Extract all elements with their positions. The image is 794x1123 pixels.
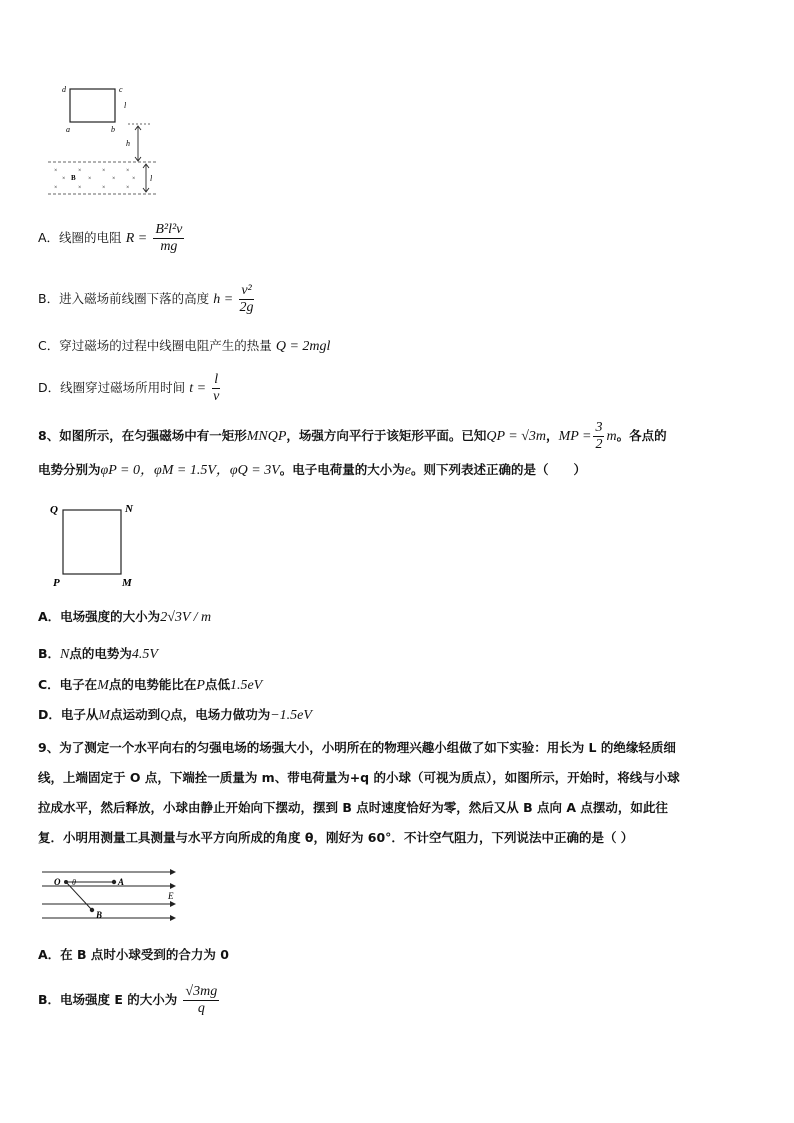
field-marks [54, 168, 135, 191]
svg-text:×: × [126, 168, 130, 174]
label-h: h [126, 139, 130, 148]
q9-option-a[interactable]: A．在 B 点时小球受到的合力为 0 [38, 947, 229, 962]
label-c: c [119, 85, 123, 94]
svg-text:×: × [132, 176, 136, 182]
label-A: A [118, 877, 125, 887]
q8-stem-line-2: 电势分别为φP = 0，φM = 1.5V，φQ = 3V。电子电荷量的大小为e。则下列表述正确的是（ ） [38, 462, 587, 478]
label-O: O [54, 877, 61, 887]
rectangle-mnqp-figure [45, 500, 145, 592]
svg-text:×: × [126, 185, 130, 191]
q7-option-b[interactable]: B．进入磁场前线圈下落的高度 h = $\frac{\text{v²}}{2g}$ [38, 283, 254, 315]
label-l-side: l [124, 101, 127, 110]
label-N: N [125, 503, 133, 515]
label-b: b [111, 125, 115, 134]
q7-option-d[interactable]: D．线圈穿过磁场所用时间 t = $\frac{l}{v}$ [38, 372, 220, 404]
q9-stem-line-1: 9、为了测定一个水平向右的匀强电场的场强大小，小明所在的物理兴趣小组做了如下实验：用长为 L 的绝缘轻质细 [38, 740, 676, 755]
q8-option-a[interactable]: A．电场强度的大小为2√3V / m [38, 609, 212, 625]
label-a: a [66, 125, 70, 134]
label-B: B [96, 910, 103, 920]
q8-option-b[interactable]: B．N点的电势为4.5V [38, 646, 158, 662]
q9-stem-line-2: 线，上端固定于 O 点，下端拴一质量为 m、带电荷量为+q 的小球（可视为质点），如图所示，开始时，将线与小球 [38, 770, 680, 785]
svg-text:×: × [54, 168, 58, 174]
svg-text:×: × [112, 176, 116, 182]
svg-text:×: × [78, 168, 82, 174]
label-E: E [168, 891, 174, 901]
label-l-field: l [150, 174, 153, 183]
q8-stem-line-1: 8、如图所示，在匀强磁场中有一矩形MNQP，场强方向平行于该矩形平面。已知QP = √3m，MP = $\frac{3}{2}$ m。各点的 [38, 420, 667, 452]
svg-text:×: × [62, 176, 66, 182]
coil-rectangle [70, 89, 115, 122]
q8-option-c[interactable]: C．电子在M点的电势能比在P点低1.5eV [38, 677, 263, 693]
svg-text:×: × [54, 185, 58, 191]
q9-stem-line-3: 拉成水平，然后释放，小球由静止开始向下摆动，摆到 B 点时速度恰好为零，然后又从 B 点向 A 点摆动，如此往 [38, 800, 668, 815]
coil-magnetic-field-figure [40, 82, 170, 197]
q8-option-d[interactable]: D．电子从M点运动到Q点，电场力做功为−1.5eV [38, 707, 312, 723]
q7-option-c[interactable]: C．穿过磁场的过程中线圈电阻产生的热量 Q = 2mgl [38, 338, 331, 354]
svg-text:×: × [102, 168, 106, 174]
svg-text:×: × [78, 185, 82, 191]
q9-stem-line-4: 复．小明用测量工具测量与水平方向所成的角度 θ，刚好为 60°．不计空气阻力，下列说法中正确的是（ ） [38, 830, 634, 845]
label-B: B [71, 174, 76, 182]
q7-option-a[interactable]: A．线圈的电阻 R = $\frac{\text{B²l²v}}{mg}$ [38, 222, 183, 254]
label-P: P [53, 577, 60, 589]
rectangle [63, 510, 121, 574]
q9-option-b[interactable]: B．电场强度 E 的大小为 $\frac{√3mg}{q}$ [38, 984, 218, 1016]
svg-text:×: × [102, 185, 106, 191]
svg-text:×: × [88, 176, 92, 182]
label-d: d [62, 85, 66, 94]
label-M: M [122, 577, 132, 589]
label-Q: Q [50, 504, 58, 516]
label-theta: θ [72, 878, 76, 887]
pendulum-field-figure [40, 866, 185, 926]
